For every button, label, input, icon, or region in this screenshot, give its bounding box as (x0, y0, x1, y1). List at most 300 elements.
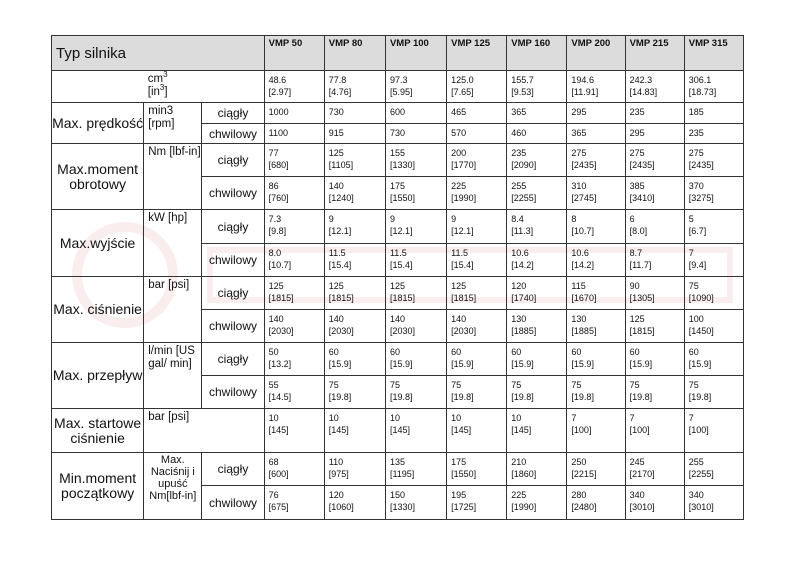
value-line: [15.9] (389, 359, 413, 369)
value-line: [5.95] (389, 87, 413, 97)
value-line: 465 (451, 107, 467, 117)
column-header: VMP 50 (264, 36, 324, 71)
value-line: 570 (451, 128, 467, 138)
value-cell (385, 71, 446, 103)
value-line: [1305] (629, 293, 655, 303)
value-cell (625, 144, 684, 177)
value-cell (447, 244, 507, 277)
value-line: [9.8] (268, 226, 287, 236)
value-cell (684, 277, 743, 310)
value-line: 340 (688, 490, 704, 500)
mode-label: chwilowy (202, 177, 264, 210)
value-line: 60 (511, 347, 522, 357)
value-cell (385, 103, 446, 124)
value-line: 155.7 (511, 75, 534, 85)
value-cell (625, 453, 684, 486)
value-cell (264, 343, 324, 376)
value-line: 60 (389, 347, 400, 357)
value-line: 9 (451, 214, 457, 224)
value-line: 235 (511, 148, 527, 158)
value-line: 385 (629, 181, 645, 191)
value-line: [1450] (688, 326, 714, 336)
value-line: [15.4] (451, 260, 474, 270)
value-line: 5 (688, 214, 694, 224)
value-cell (567, 376, 625, 409)
value-cell (324, 343, 385, 376)
value-cell (684, 376, 743, 409)
value-cell (264, 71, 324, 103)
value-cell (625, 310, 684, 343)
value-line: 235 (688, 128, 704, 138)
value-line: [1740] (511, 293, 537, 303)
unit-bracket: ] (164, 86, 168, 98)
data-row (52, 144, 744, 177)
value-line: [15.4] (389, 260, 413, 270)
value-line: [2.97] (268, 87, 292, 97)
value-line: [12.1] (451, 226, 474, 236)
value-cell (264, 124, 324, 144)
value-line: 115 (571, 281, 586, 291)
value-line: 365 (571, 128, 587, 138)
value-line: [2435] (571, 160, 597, 170)
data-row (52, 210, 744, 244)
value-cell (324, 277, 385, 310)
value-cell (625, 103, 684, 124)
value-cell (567, 277, 625, 310)
value-cell (324, 376, 385, 409)
value-line: [1550] (451, 469, 477, 479)
value-line: 11.5 (451, 248, 468, 258)
value-line: 235 (629, 107, 645, 117)
value-cell (625, 409, 684, 453)
value-cell (625, 244, 684, 277)
value-line: 295 (629, 128, 645, 138)
value-line: 140 (328, 314, 344, 324)
data-row (52, 277, 744, 310)
mode-label: ciągły (202, 277, 264, 310)
value-line: [13.2] (268, 359, 292, 369)
value-line: 130 (571, 314, 587, 324)
unit-label: l/min [US gal/ min] (144, 343, 202, 409)
value-cell (385, 277, 446, 310)
value-line: [9.4] (688, 260, 707, 270)
value-cell (264, 277, 324, 310)
value-cell (447, 144, 507, 177)
spec-table-container (51, 35, 744, 520)
parameter-label: Max. prędkość (52, 103, 144, 144)
column-header: VMP 125 (447, 36, 507, 71)
column-header: VMP 315 (684, 36, 743, 71)
value-line: 55 (268, 380, 279, 390)
value-line: 75 (688, 281, 699, 291)
unit-label: bar [psi] (144, 409, 264, 453)
parameter-label: Max. ciśnienie (52, 277, 144, 343)
value-line: 1100 (268, 128, 288, 138)
value-line: 155 (389, 148, 405, 158)
value-line: 100 (688, 314, 704, 324)
value-cell (324, 144, 385, 177)
column-header: VMP 100 (385, 36, 446, 71)
value-cell (264, 409, 324, 453)
value-cell (625, 177, 684, 210)
mode-label: chwilowy (202, 376, 264, 409)
value-cell (567, 343, 625, 376)
mode-label: chwilowy (202, 244, 264, 277)
value-line: [675] (268, 502, 289, 512)
value-line: 10 (451, 413, 462, 423)
value-cell (264, 144, 324, 177)
value-line: 8 (571, 214, 577, 224)
value-cell (324, 244, 385, 277)
value-cell (447, 71, 507, 103)
value-line: [145] (451, 425, 472, 435)
value-cell (684, 103, 743, 124)
value-line: [19.8] (511, 392, 534, 402)
value-line: 730 (328, 107, 344, 117)
value-line: [2215] (571, 469, 597, 479)
value-line: 245 (629, 457, 645, 467)
value-cell (385, 144, 446, 177)
value-cell (447, 310, 507, 343)
value-line: [680] (268, 160, 289, 170)
value-line: 97.3 (389, 75, 408, 85)
value-line: 86 (268, 181, 279, 191)
value-line: 7 (688, 248, 694, 258)
value-line: [760] (268, 193, 289, 203)
value-cell (507, 144, 567, 177)
displacement-unit-metric: cm (147, 73, 164, 85)
value-line: 8.0 (268, 248, 282, 258)
value-line: 60 (451, 347, 462, 357)
value-cell (324, 103, 385, 124)
value-line: 75 (328, 380, 339, 390)
value-line: 75 (511, 380, 522, 390)
value-cell (567, 486, 625, 520)
value-line: 60 (629, 347, 640, 357)
value-line: 140 (389, 314, 405, 324)
value-line: [2030] (268, 326, 294, 336)
value-line: [1060] (328, 502, 354, 512)
value-cell (385, 124, 446, 144)
value-line: 90 (629, 281, 640, 291)
value-line: 110 (328, 457, 344, 467)
mode-label: ciągły (202, 144, 264, 177)
value-cell (385, 177, 446, 210)
value-line: 130 (511, 314, 527, 324)
value-line: [2745] (571, 193, 597, 203)
mode-label: chwilowy (202, 486, 264, 520)
value-cell (567, 124, 625, 144)
value-cell (684, 177, 743, 210)
parameter-label: Max.wyjście (52, 210, 144, 277)
value-line: [3010] (688, 502, 714, 512)
value-line: 60 (328, 347, 339, 357)
value-line: [15.9] (328, 359, 352, 369)
value-cell (385, 376, 446, 409)
value-line: 255 (688, 457, 704, 467)
value-line: [2170] (629, 469, 655, 479)
value-line: 125 (328, 148, 344, 158)
value-line: 125.0 (451, 75, 474, 85)
value-line: [1670] (571, 293, 597, 303)
value-line: 48.6 (268, 75, 287, 85)
value-line: 225 (451, 181, 467, 191)
value-line: [14.2] (571, 260, 594, 270)
value-line: 460 (511, 128, 527, 138)
value-cell (567, 409, 625, 453)
value-line: 10 (511, 413, 522, 423)
value-cell (567, 177, 625, 210)
parameter-label: Min.moment początkowy (52, 453, 144, 520)
value-line: 75 (571, 380, 582, 390)
value-line: [1860] (511, 469, 537, 479)
value-cell (324, 177, 385, 210)
value-line: 730 (389, 128, 405, 138)
value-line: 120 (511, 281, 527, 291)
value-line: [2435] (688, 160, 714, 170)
value-cell (507, 376, 567, 409)
value-cell (684, 124, 743, 144)
column-header: VMP 200 (567, 36, 625, 71)
value-cell (447, 486, 507, 520)
value-cell (324, 409, 385, 453)
value-line: 68 (268, 457, 279, 467)
value-line: 7.3 (268, 214, 282, 224)
value-cell (264, 210, 324, 244)
column-header: VMP 160 (507, 36, 567, 71)
value-line: [1815] (389, 293, 415, 303)
value-line: [15.9] (571, 359, 594, 369)
value-line: [1815] (451, 293, 477, 303)
value-line: 75 (629, 380, 640, 390)
value-line: [15.9] (511, 359, 534, 369)
value-line: 140 (451, 314, 467, 324)
value-cell (507, 277, 567, 310)
value-line: [100] (571, 425, 592, 435)
value-line: [2090] (511, 160, 537, 170)
motor-spec-table (51, 35, 744, 520)
value-cell (567, 310, 625, 343)
value-line: [19.8] (328, 392, 352, 402)
value-line: [975] (328, 469, 349, 479)
value-cell (684, 409, 743, 453)
value-line: 125 (268, 281, 284, 291)
value-cell (324, 71, 385, 103)
value-line: [1770] (451, 160, 477, 170)
value-cell (684, 310, 743, 343)
value-line: 915 (328, 128, 344, 138)
value-cell (567, 71, 625, 103)
value-cell (385, 486, 446, 520)
value-line: [12.1] (328, 226, 352, 236)
value-line: [1090] (688, 293, 714, 303)
mode-label: ciągły (202, 210, 264, 244)
value-cell (684, 244, 743, 277)
value-cell (447, 277, 507, 310)
unit-label: kW [hp] (144, 210, 202, 277)
value-line: 195 (451, 490, 467, 500)
value-line: [3010] (629, 502, 655, 512)
data-row (52, 343, 744, 376)
parameter-label: Max. startowe ciśnienie (52, 409, 144, 453)
value-line: 60 (571, 347, 582, 357)
value-line: 280 (571, 490, 587, 500)
value-line: 255 (511, 181, 527, 191)
unit-label: Nm [lbf-in] (144, 144, 202, 210)
value-line: [4.76] (328, 87, 352, 97)
value-line: 225 (511, 490, 527, 500)
value-line: 175 (389, 181, 405, 191)
value-line: [9.53] (511, 87, 534, 97)
column-header: VMP 80 (324, 36, 385, 71)
value-cell (385, 210, 446, 244)
value-cell (684, 486, 743, 520)
value-cell (507, 486, 567, 520)
value-cell (567, 453, 625, 486)
value-line: [1105] (328, 160, 354, 170)
value-line: [14.5] (268, 392, 292, 402)
value-line: 306.1 (688, 75, 712, 85)
unit-label: Max. Naciśnij i upuść Nm[lbf-in] (144, 453, 202, 520)
value-line: [14.83] (629, 87, 658, 97)
value-cell (447, 343, 507, 376)
value-line: 10 (328, 413, 339, 423)
value-line: 120 (328, 490, 344, 500)
value-cell (625, 486, 684, 520)
column-header: VMP 215 (625, 36, 684, 71)
value-line: [8.0] (629, 226, 648, 236)
value-cell (684, 210, 743, 244)
value-line: [1550] (389, 193, 415, 203)
value-line: 11.5 (389, 248, 407, 258)
value-cell (264, 310, 324, 343)
value-cell (447, 453, 507, 486)
value-line: [1815] (328, 293, 354, 303)
value-line: [1815] (629, 326, 655, 336)
value-cell (507, 177, 567, 210)
value-cell (507, 103, 567, 124)
value-line: [1330] (389, 502, 415, 512)
value-cell (625, 376, 684, 409)
value-line: 6 (629, 214, 635, 224)
value-line: 10 (268, 413, 279, 423)
value-line: [1885] (511, 326, 537, 336)
value-line: [145] (268, 425, 289, 435)
value-line: [19.8] (389, 392, 413, 402)
value-cell (567, 210, 625, 244)
value-line: [11.7] (629, 260, 652, 270)
value-line: [2435] (629, 160, 655, 170)
value-line: [1330] (389, 160, 415, 170)
unit-label: min3 [rpm] (144, 103, 202, 144)
value-line: 370 (688, 181, 704, 191)
value-line: 76 (268, 490, 279, 500)
value-cell (324, 210, 385, 244)
value-line: 295 (571, 107, 587, 117)
value-line: [3410] (629, 193, 655, 203)
value-line: 60 (688, 347, 699, 357)
value-line: 275 (629, 148, 645, 158)
value-cell (507, 453, 567, 486)
value-cell (385, 453, 446, 486)
value-line: [11.3] (511, 226, 534, 236)
value-line: 75 (451, 380, 462, 390)
value-cell (447, 103, 507, 124)
value-line: 150 (389, 490, 405, 500)
value-cell (324, 486, 385, 520)
value-line: [10.7] (571, 226, 594, 236)
value-line: [100] (688, 425, 709, 435)
value-line: [10.7] (268, 260, 292, 270)
value-line: 125 (451, 281, 467, 291)
value-cell (264, 453, 324, 486)
value-line: 125 (389, 281, 405, 291)
data-row (52, 103, 744, 124)
mode-label: chwilowy (202, 310, 264, 343)
value-cell (684, 144, 743, 177)
value-line: [15.9] (688, 359, 712, 369)
value-cell (324, 453, 385, 486)
value-line: 8.7 (629, 248, 643, 258)
unit-exponent: 3 (159, 83, 165, 93)
value-line: 210 (511, 457, 527, 467)
value-line: [2030] (328, 326, 354, 336)
unit-exponent: 3 (163, 70, 168, 80)
value-cell (385, 343, 446, 376)
value-cell (447, 409, 507, 453)
value-line: [2255] (511, 193, 537, 203)
value-line: 11.5 (328, 248, 346, 258)
value-cell (625, 343, 684, 376)
value-cell (507, 310, 567, 343)
value-line: 310 (571, 181, 587, 191)
displacement-row (52, 71, 744, 103)
value-line: 125 (328, 281, 344, 291)
value-cell (447, 210, 507, 244)
value-line: 194.6 (571, 75, 594, 85)
value-line: 365 (511, 107, 527, 117)
value-line: [1990] (511, 502, 537, 512)
value-line: [2030] (451, 326, 477, 336)
value-cell (684, 71, 743, 103)
value-line: 200 (451, 148, 467, 158)
value-cell (447, 177, 507, 210)
value-line: 77.8 (328, 75, 347, 85)
value-line: [600] (268, 469, 289, 479)
value-line: [14.2] (511, 260, 534, 270)
unit-label: bar [psi] (144, 277, 202, 343)
value-cell (625, 210, 684, 244)
mode-label: ciągły (202, 453, 264, 486)
value-line: [1195] (389, 469, 415, 479)
value-line: [19.8] (629, 392, 653, 402)
data-row (52, 453, 744, 486)
value-cell (507, 124, 567, 144)
value-cell (567, 144, 625, 177)
value-cell (385, 310, 446, 343)
value-line: [2480] (571, 502, 597, 512)
value-cell (447, 124, 507, 144)
value-line: [2030] (389, 326, 415, 336)
value-cell (264, 103, 324, 124)
value-line: 77 (268, 148, 279, 158)
value-line: [1885] (571, 326, 597, 336)
value-line: 175 (451, 457, 467, 467)
value-cell (507, 71, 567, 103)
value-line: 10 (389, 413, 400, 423)
value-line: [3275] (688, 193, 714, 203)
value-line: 75 (389, 380, 400, 390)
